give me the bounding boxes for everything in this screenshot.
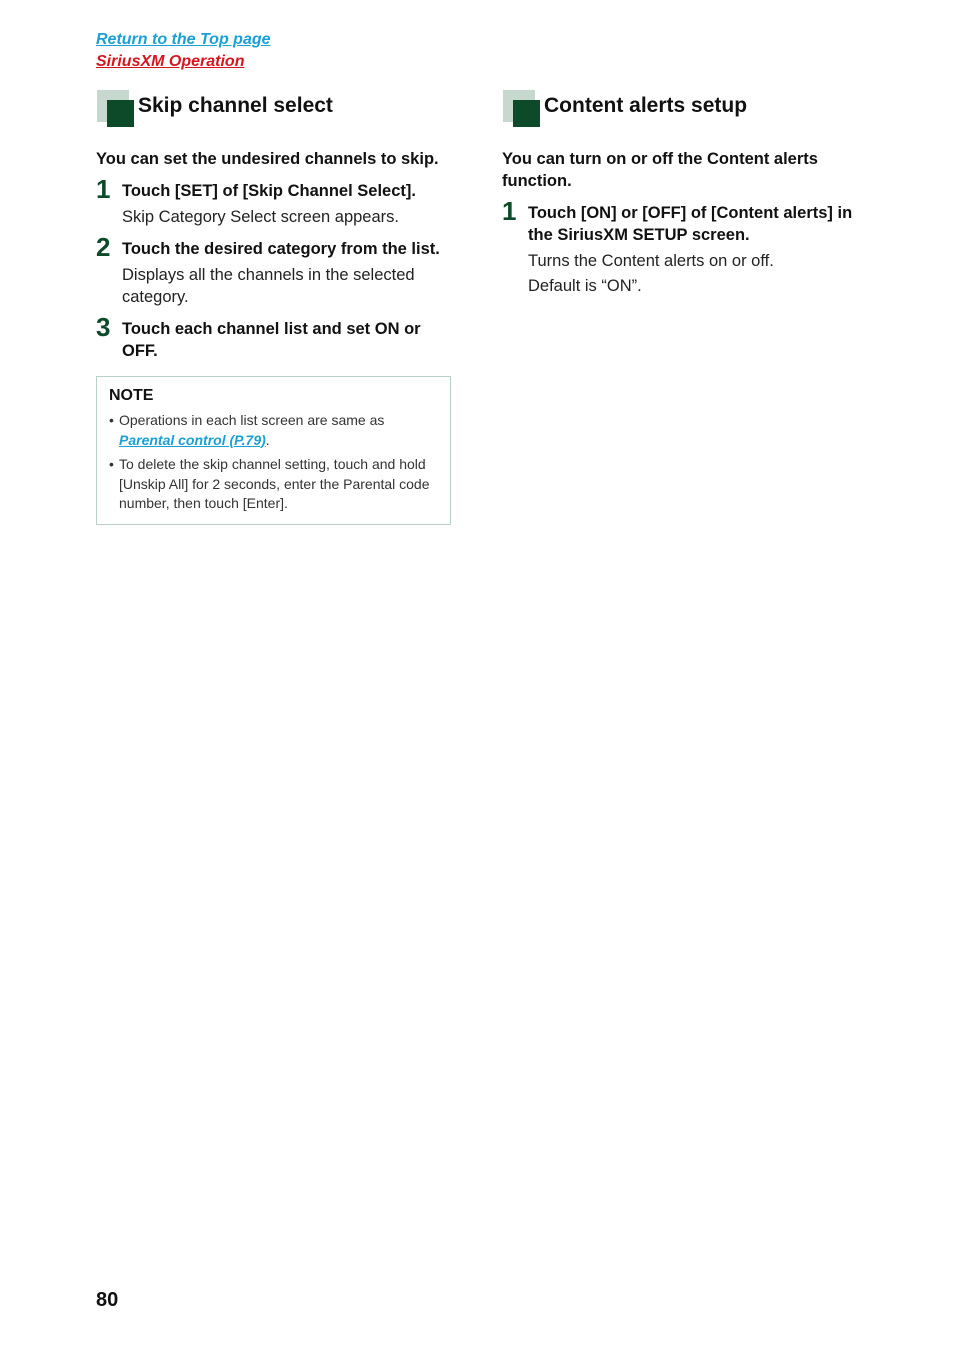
step-1 [96,174,456,228]
note-list [109,411,438,514]
step-number: 1 [502,196,517,226]
step-2 [96,232,456,308]
note-suffix: . [265,431,270,448]
step-default-value: Default is “ON”. [528,277,642,295]
section-intro: You can set the undesired channels to skip. [96,150,439,168]
section-title: Skip channel select [138,94,333,117]
section-header [96,90,456,128]
note-text: Operations in each list screen are same as [119,412,385,428]
step-description: Turns the Content alerts on or off. [528,252,774,270]
step-description: Skip Category Select screen appears. [122,208,399,226]
bullet-icon: • [109,456,114,472]
bullet-icon: • [109,412,114,428]
parental-control-link[interactable]: Parental control (P.79) [119,431,266,448]
step-instruction: Touch each channel list and set ON or OFF. [122,320,421,360]
step-instruction: Touch the desired category from the list. [122,240,440,258]
page-number: 80 [96,1289,119,1311]
note-item [109,411,438,450]
step-number: 2 [96,232,111,262]
note-title: NOTE [109,387,154,404]
step-instruction: Touch [ON] or [OFF] of [Content alerts] in the SiriusXM SETUP screen. [528,204,853,244]
note-text: To delete the skip channel setting, touch and hold [Unskip All] for 2 seconds, enter the Parental code number, then touch [Enter]. [119,456,430,511]
section-intro: You can turn on or off the Content alerts function. [502,150,818,190]
return-top-link[interactable]: Return to the Top page [96,31,271,48]
section-square-icon-dark [513,100,540,127]
note-item [109,455,438,514]
step-number: 1 [96,174,111,204]
step-3 [96,312,456,362]
step-number: 3 [96,312,111,342]
section-square-icon-dark [107,100,134,127]
step-1 [502,196,862,297]
siriusxm-operation-link[interactable]: SiriusXM Operation [96,53,245,70]
step-instruction: Touch [SET] of [Skip Channel Select]. [122,182,416,200]
section-header [502,90,862,128]
skip-channel-section [96,90,456,525]
section-title: Content alerts setup [544,94,748,117]
content-alerts-section [502,90,862,297]
note-box [96,376,451,525]
step-description: Displays all the channels in the selected category. [122,266,415,306]
